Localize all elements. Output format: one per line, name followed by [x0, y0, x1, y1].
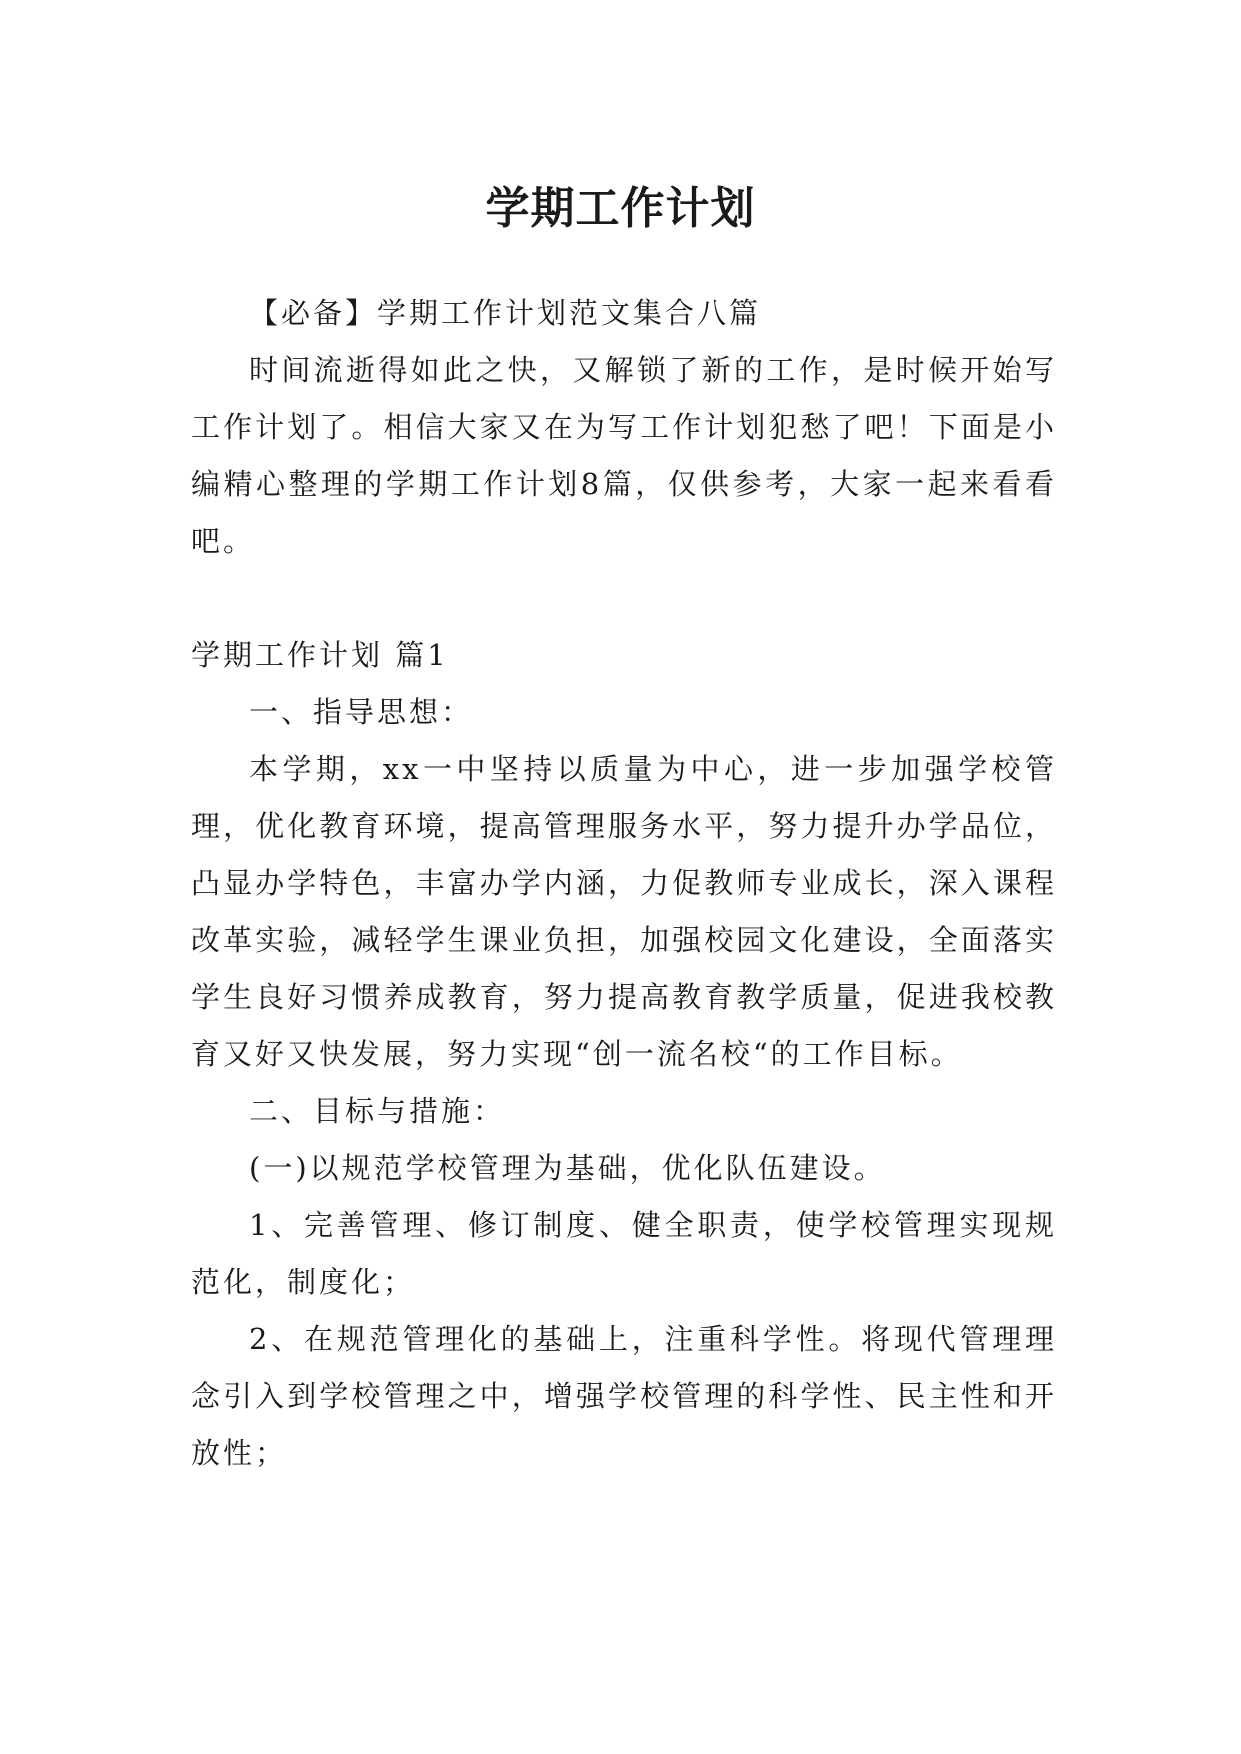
paragraph-item-1: 1、完善管理、修订制度、健全职责，使学校管理实现规范化，制度化； [191, 1208, 1057, 1299]
intro-heading: 【必备】学期工作计划范文集合八篇 [249, 296, 762, 330]
document-title: 学期工作计划 [485, 183, 756, 235]
section-spacer [191, 570, 1057, 627]
section-heading: 学期工作计划 篇1 [191, 638, 449, 672]
paragraph-guiding-thought: 本学期，xx一中坚持以质量为中心，进一步加强学校管理，优化教育环境，提高管理服务水平，努力提升办学品位，凸显办学特色，丰富办学内涵，力促教师专业成长，深入课程改革实验，减轻学生课业负担，加强校园文化建设，全面落实学生良好习惯养成教育，努力提高教育教学质量，促进我校教育又好又快发展，努力实现“创一流名校“的工作目标。 [191, 752, 1057, 1071]
document-body [191, 285, 1057, 1482]
paragraph-item-one: (一)以规范学校管理为基础，优化队伍建设。 [249, 1151, 886, 1185]
subheading-guiding-thought: 一、指导思想： [249, 695, 474, 729]
subheading-goals-measures: 二、目标与措施： [249, 1094, 506, 1128]
intro-paragraph: 时间流逝得如此之快，又解锁了新的工作，是时候开始写工作计划了。相信大家又在为写工作计划犯愁了吧！下面是小编精心整理的学期工作计划8篇，仅供参考，大家一起来看看吧。 [191, 353, 1057, 558]
paragraph-item-2: 2、在规范管理化的基础上，注重科学性。将现代管理理念引入到学校管理之中，增强学校管理的科学性、民主性和开放性； [191, 1322, 1057, 1470]
